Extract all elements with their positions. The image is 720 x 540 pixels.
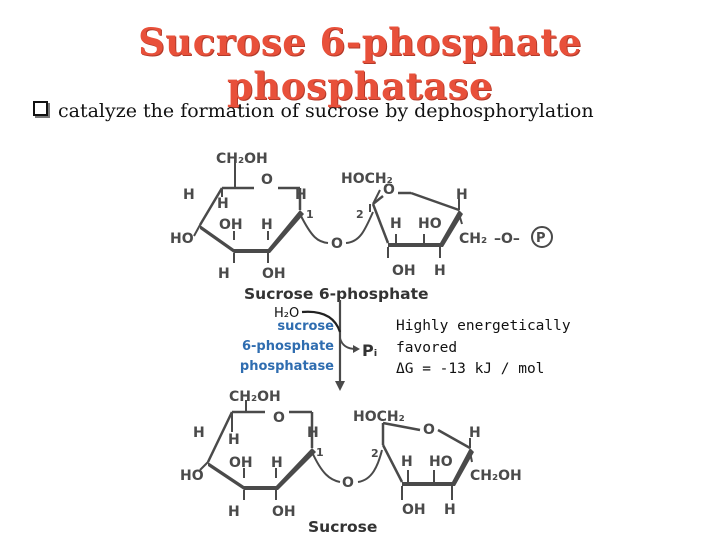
ho-label: HO bbox=[180, 468, 204, 484]
ch2oh-label: CH₂OH bbox=[229, 389, 281, 405]
enzyme-name-line-1: sucrose bbox=[277, 319, 334, 334]
hoch2-label: HOCH₂ bbox=[353, 409, 405, 425]
reaction-step bbox=[240, 300, 377, 391]
water-label: H₂O bbox=[274, 306, 300, 321]
ho-label: HO bbox=[429, 454, 453, 470]
phosphate-group-icon bbox=[532, 227, 552, 247]
h-label: H bbox=[444, 502, 456, 518]
oh-label: OH bbox=[262, 266, 286, 282]
ch2-label: CH₂ bbox=[459, 231, 488, 247]
bridge-oxygen-label: O bbox=[331, 236, 343, 252]
carbon-1-label: 1 bbox=[306, 208, 314, 221]
h-label: H bbox=[271, 455, 283, 471]
oh-label: OH bbox=[229, 455, 253, 471]
hoch2-label: HOCH₂ bbox=[341, 171, 393, 187]
oh-label: OH bbox=[392, 263, 416, 279]
phosphate-label: P bbox=[536, 231, 546, 246]
h-label: H bbox=[295, 187, 307, 203]
h-label: H bbox=[228, 432, 240, 448]
bridge-oxygen-label: O bbox=[342, 475, 354, 491]
energy-note-delta-g: ΔG = -13 kJ / mol bbox=[396, 361, 545, 377]
h-label: H bbox=[193, 425, 205, 441]
product-arrowhead-icon bbox=[353, 345, 360, 353]
enzyme-name-line-2: 6-phosphate bbox=[241, 339, 334, 354]
ring-oxygen-label: O bbox=[261, 172, 273, 188]
inorganic-phosphate-label: Pᵢ bbox=[362, 341, 378, 360]
ring-oxygen-label: O bbox=[383, 182, 395, 198]
energy-note-line-2: favored bbox=[396, 340, 458, 356]
enzyme-name-line-3: phosphatase bbox=[239, 359, 334, 374]
page-title: Sucrose 6-phosphate phosphatase bbox=[138, 20, 582, 108]
h-label: H bbox=[261, 217, 273, 233]
h-label: H bbox=[469, 425, 481, 441]
h-label: H bbox=[434, 263, 446, 279]
h-label: H bbox=[217, 196, 229, 212]
h-label: H bbox=[390, 216, 402, 232]
ester-oxygen-label: –O– bbox=[494, 231, 520, 247]
h-label: H bbox=[456, 187, 468, 203]
ch2oh-label: CH₂OH bbox=[216, 151, 268, 167]
sucrose-6-phosphate-structure bbox=[170, 151, 552, 303]
bullet-text: catalyze the formation of sucrose by dephosphorylation bbox=[58, 100, 594, 122]
ring-oxygen-label: O bbox=[423, 422, 435, 438]
oh-label: OH bbox=[272, 504, 296, 520]
energy-note-line-1: Highly energetically bbox=[396, 318, 571, 334]
h-label: H bbox=[228, 504, 240, 520]
h-label: H bbox=[307, 425, 319, 441]
molecule-name-sucrose-6-phosphate: Sucrose 6-phosphate bbox=[244, 285, 429, 303]
carbon-1-label: 1 bbox=[316, 446, 324, 459]
ring-oxygen-label: O bbox=[273, 410, 285, 426]
reaction-arrow-icon bbox=[335, 381, 345, 391]
carbon-2-label: 2 bbox=[356, 208, 364, 221]
ho-label: HO bbox=[418, 216, 442, 232]
ch2oh-label: CH₂OH bbox=[470, 468, 522, 484]
oh-label: OH bbox=[402, 502, 426, 518]
fructose-ring-top bbox=[370, 190, 463, 258]
h-label: H bbox=[183, 187, 195, 203]
sucrose-structure bbox=[180, 389, 522, 536]
molecule-name-sucrose: Sucrose bbox=[308, 518, 378, 536]
h-label: H bbox=[218, 266, 230, 282]
oh-label: OH bbox=[219, 217, 243, 233]
ho-label: HO bbox=[170, 231, 194, 247]
carbon-2-label: 2 bbox=[371, 447, 379, 460]
h-label: H bbox=[401, 454, 413, 470]
